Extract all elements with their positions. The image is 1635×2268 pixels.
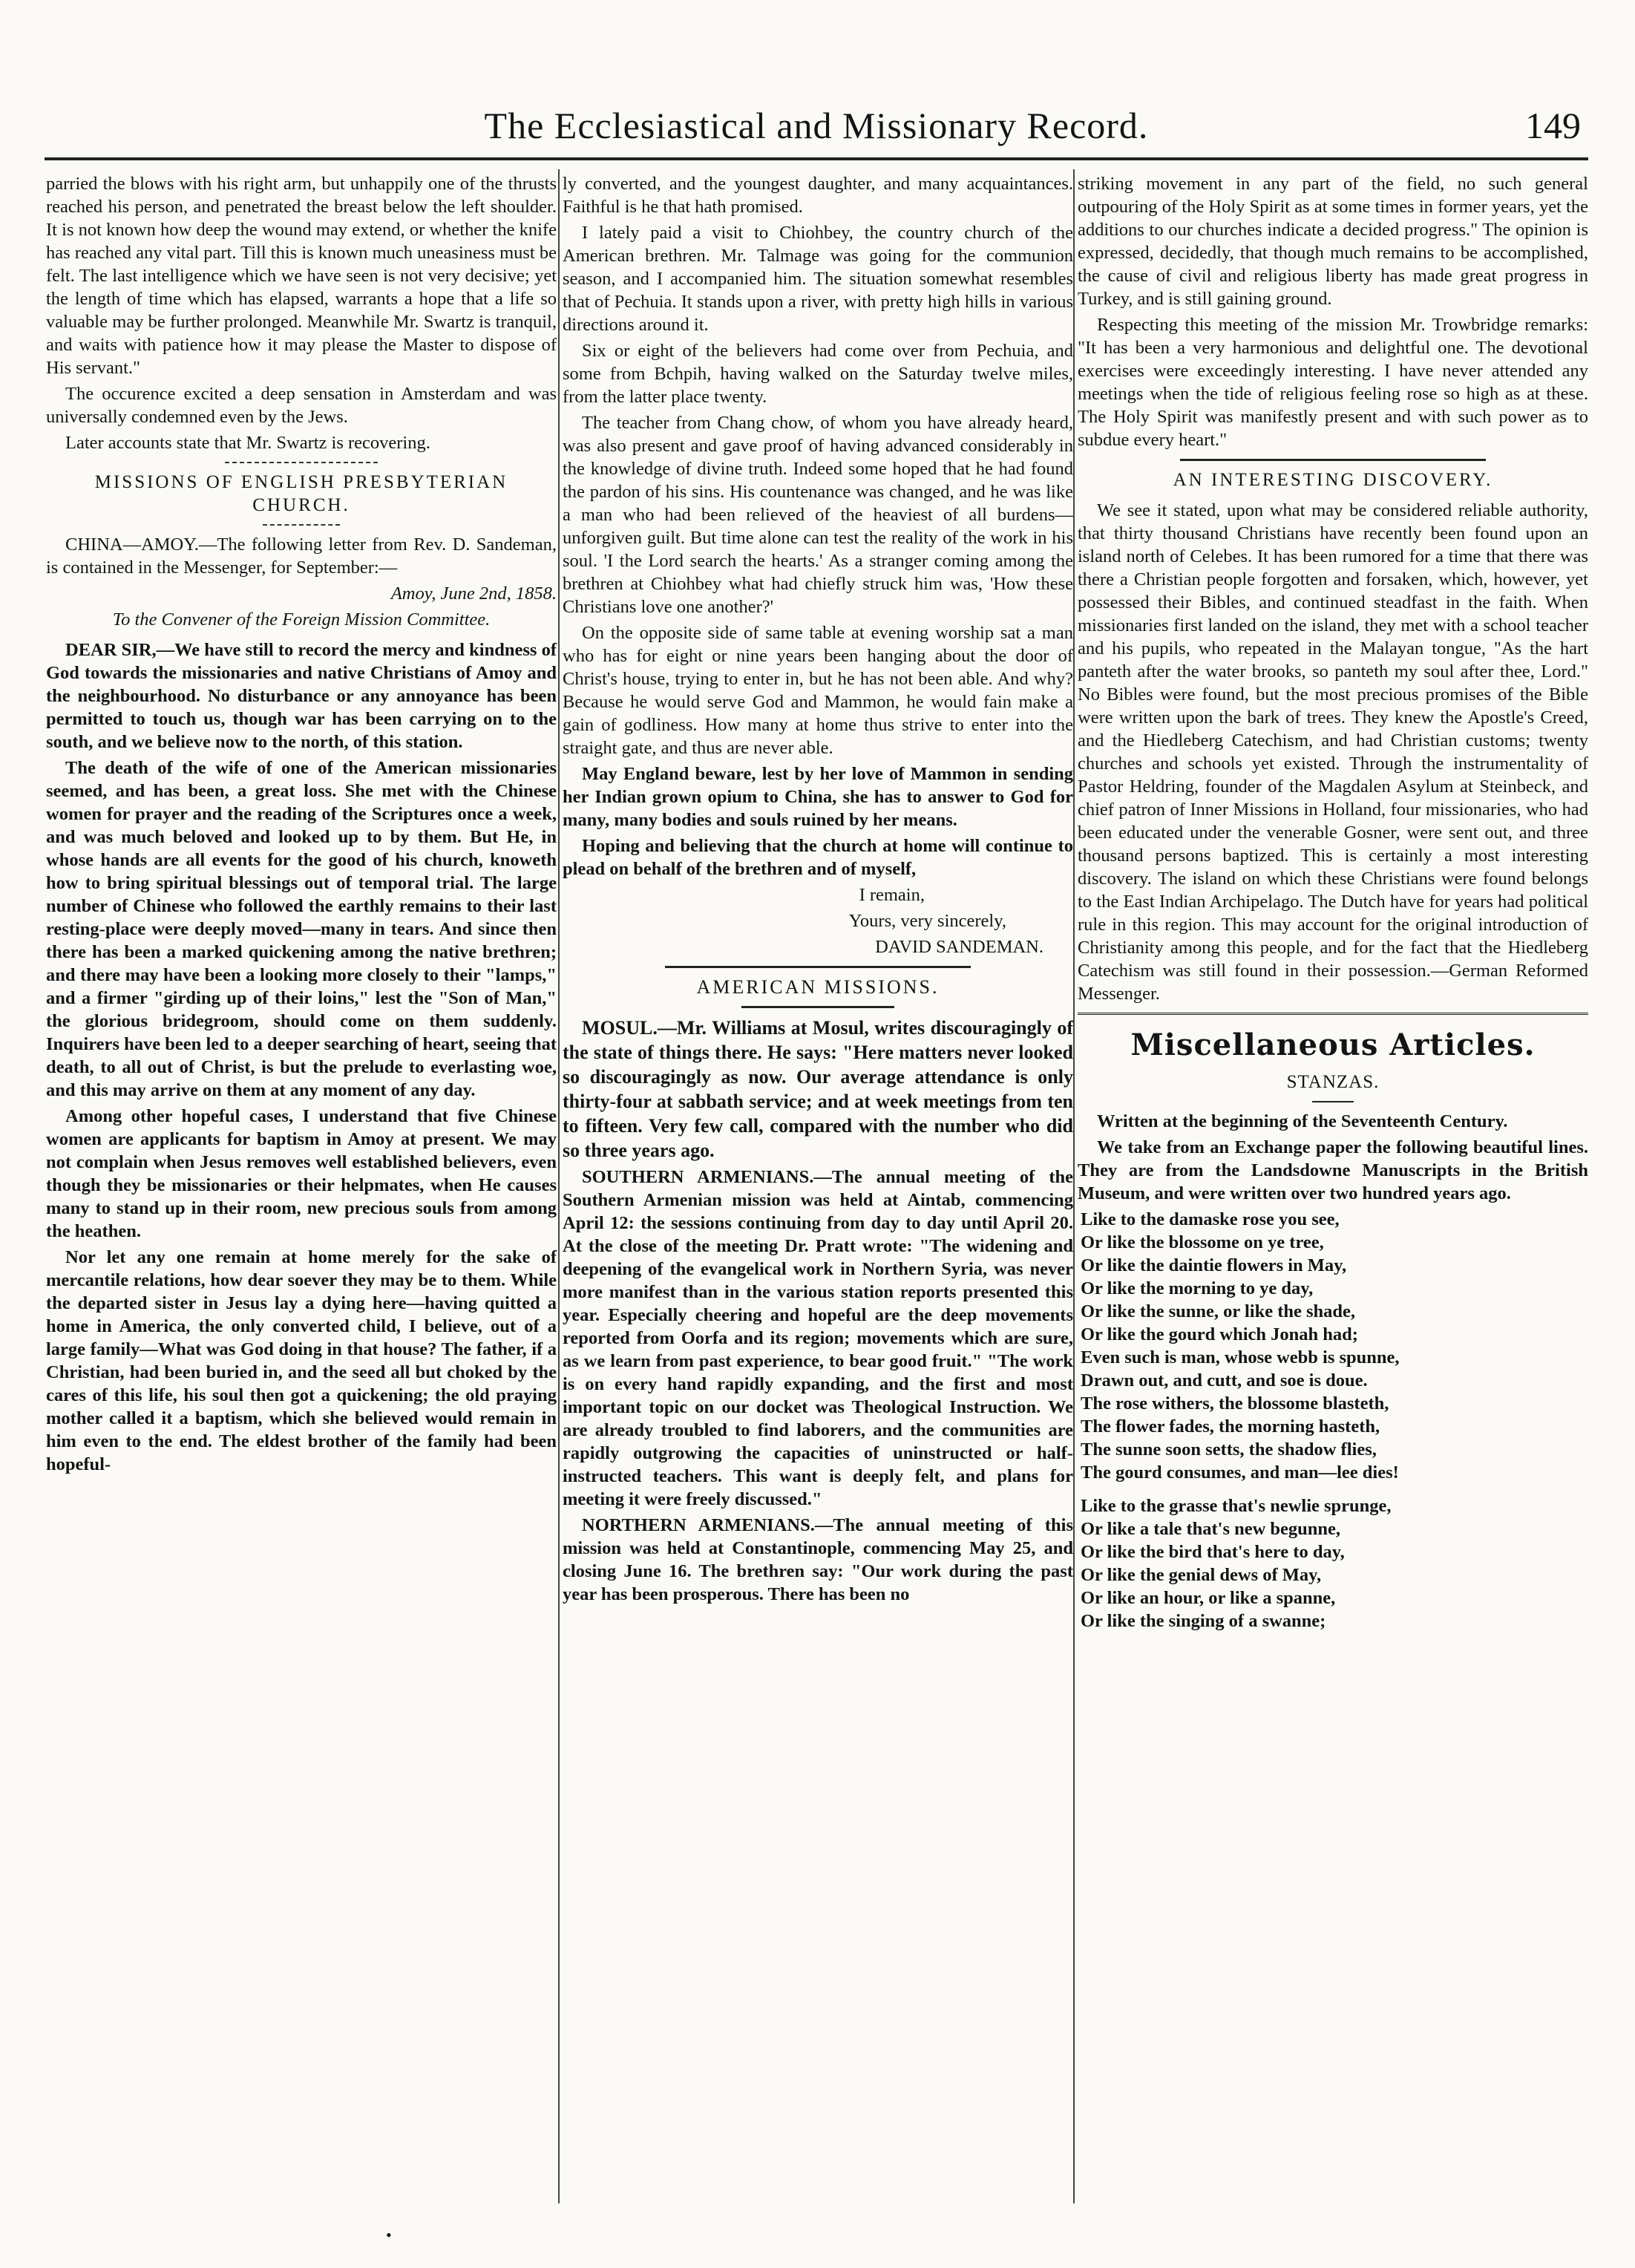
poem-line: The sunne soon setts, the shadow flies,	[1081, 1439, 1377, 1460]
divider	[1180, 459, 1487, 461]
poem-line: Like to the damaske rose you see,	[1081, 1209, 1340, 1229]
poem-title: STANZAS.	[1286, 1072, 1380, 1092]
stanza-2	[1078, 1494, 1588, 1633]
poem-line: Even such is man, whose webb is spunne,	[1081, 1347, 1400, 1367]
poem-line: Or like the daintie flowers in May,	[1081, 1255, 1347, 1275]
divider	[225, 462, 378, 463]
poem-line: Or like an hour, or like a spanne,	[1081, 1588, 1336, 1608]
paragraph: Later accounts state that Mr. Swartz is recovering.	[65, 433, 430, 453]
poem-line: Drawn out, and cutt, and soe is doue.	[1081, 1370, 1368, 1390]
paragraph: parried the blows with his right arm, but unhappily one of the thrusts reached his person, and penetrated the breast below the left shoulder. It is not known how deep the wound may extend, or whether the knife has reached any vital part. Till this is known much uneasiness must be felt. The last intelligence which we have seen is not very decisive; yet the length of time which has elapsed, warrants a hope that a life so valuable may be further prolonged. Meanwhile Mr. Swartz is tranquil, and waits with patience how it may please the Master to dispose of His servant."	[46, 174, 557, 378]
paragraph: Hoping and believing that the church at home will continue to plead on behalf of the brethren and of myself,	[563, 836, 1073, 879]
poem-line: Or like the bird that's here to day,	[1081, 1542, 1345, 1562]
poem-line: Or like the gourd which Jonah had;	[1081, 1324, 1358, 1344]
miscellaneous-heading: Miscellaneous Articles.	[1130, 1027, 1536, 1062]
paragraph: Six or eight of the believers had come over from Pechuia, and some from Bchpih, having walked on the Saturday twelve miles, from the latter place twenty.	[563, 341, 1073, 407]
poem-line: The gourd consumes, and man—lee dies!	[1081, 1463, 1399, 1483]
page-number: 149	[1525, 105, 1581, 146]
paragraph: NORTHERN ARMENIANS.—The annual meeting of this mission was held at Constantinople, commencing May 25, and closing June 16. The brethren say: "Our work during the past year has been prosperous. There has been no	[563, 1515, 1073, 1604]
paragraph: We take from an Exchange paper the following beautiful lines. They are from the Landsdowne Manuscripts in the British Museum, and were written over two hundred years ago.	[1078, 1137, 1588, 1203]
poem-line: The rose withers, the blossome blasteth,	[1081, 1393, 1389, 1414]
poem-line: Or like a tale that's new begunne,	[1081, 1519, 1341, 1539]
paragraph: On the opposite side of same table at evening worship sat a man who has for eight or nine years been hanging about the door of Christ's house, trying to enter in, but he has not been able. And why? Because he would serve God and Mammon, he would fain make a gain of godliness. How many at home thus strive to enter into the straight gate, and thus are never able.	[563, 623, 1073, 758]
paragraph: The death of the wife of one of the American missionaries seemed, and has been, a great loss. She met with the Chinese women for prayer and the reading of the Scriptures once a week, and was much beloved and looked up to by them. But He, in whose hands are all events for the good of his church, knoweth how to bring spiritual blessings out of temporal trial. The large number of Chinese who followed the earthly remains to their last resting-place were deeply moved—many in tears. And since then there has been a marked quickening among the native brethren; and there may have been a looking more closely to their "lamps," and a firmer "girding up of their loins," lest the "Son of Man," the glorious bridegroom, should come on them suddenly. Inquirers have been led to a deeper searching of heart, seeing that death, to all out of Christ, is but the prelude to everlasting woe, and this may arrive on them at any moment of any day.	[46, 758, 557, 1100]
paragraph: The teacher from Chang chow, of whom you have already heard, was also present and gave proof of having advanced considerably in the knowledge of divine truth. Indeed some hoped that he had found the pardon of his sins. His countenance was changed, and he was like a man who had been relieved of the heaviest of all burdens—unforgiven guilt. But time alone can test the reality of the work in his soul. 'I the Lord search the hearts.' As a stranger coming among the brethren at Chiohbey what had chiefly struck him was, 'How these Christians love one another?'	[563, 413, 1073, 617]
paragraph: Written at the beginning of the Seventeenth Century.	[1097, 1111, 1508, 1131]
stanza-1	[1078, 1208, 1588, 1484]
paragraph: SOUTHERN ARMENIANS.—The annual meeting of the Southern Armenian mission was held at Aintab, commencing April 12: the sessions continuing from day to day until April 20. At the close of the meeting Dr. Pratt wrote: "The widening and deepening of the evangelical work in Northern Syria, was never more manifest than in the various station reports presented this year. Especially cheering and hopeful are the deep movements reported from Oorfa and its region; movements which are sure, as we learn from past experience, to bear good fruit." "The work is on every hand rapidly expanding, and the first and most important topic on our docket was Theological Instruction. We are already troubled to find laborers, and the communities are rapidly outgrowing the capacities of uninstructed or half-instructed teachers. This want is deeply felt, and plans for meeting it were freely discussed."	[563, 1167, 1073, 1509]
page-header	[45, 104, 1588, 156]
paragraph: The occurence excited a deep sensation in Amsterdam and was universally condemned even by the Jews.	[46, 384, 557, 427]
paragraph: DEAR SIR,—We have still to record the mercy and kindness of God towards the missionaries and native Christians of Amoy and the neighbourhood. No disturbance or any annoyance has been permitted to touch us, though war has been carrying on to the south, and we believe now to the north, of this station.	[46, 640, 557, 752]
column-rule-2	[1073, 169, 1075, 2203]
signature: DAVID SANDEMAN.	[875, 937, 1043, 957]
divider	[263, 524, 339, 526]
closing: I remain,	[859, 885, 925, 905]
divider	[1078, 1013, 1588, 1017]
paragraph: I lately paid a visit to Chiohbey, the country church of the American brethren. Mr. Talmage was going for the communion season, and I accompanied him. The situation somewhat resembles that of Pechuia. It stands upon a river, with pretty high hills in various directions around it.	[563, 223, 1073, 335]
running-title: The Ecclesiastical and Missionary Record.	[484, 105, 1149, 146]
paragraph: May England beware, lest by her love of Mammon in sending her Indian grown opium to China, she has to answer to God for many, many bodies and souls ruined by her means.	[563, 764, 1073, 830]
paragraph: striking movement in any part of the field, no such general outpouring of the Holy Spirit as at some times in former years, yet the additions to our churches indicate a decided progress." The opinion is expressed, decidedly, that though much remains to be accomplished, the cause of civil and religious liberty has made great progress in Turkey, and is still gaining ground.	[1078, 174, 1588, 309]
paragraph: Nor let any one remain at home merely for the sake of mercantile relations, how dear soever they may be to them. While the departed sister in Jesus lay a dying here—having quitted a home in America, the only converted child, I believe, out of a large family—What was God doing in that house? The father, if a Christian, had been buried in, and the seed all but choked by the cares of this life, his soul then got a quickening; the old praying mother called it a baptism, which she believed would remain in him even to the end. The eldest brother of the family had been hopeful-	[46, 1247, 557, 1474]
dateline: Amoy, June 2nd, 1858.	[390, 584, 557, 604]
poem-line: Or like the genial dews of May,	[1081, 1565, 1322, 1585]
section-heading: AN INTERESTING DISCOVERY.	[1173, 470, 1493, 490]
paragraph: We see it stated, upon what may be considered reliable authority, that thirty thousand Christians have recently been found upon an island north of Celebes. It has been rumored for a time that there was there a Christian people forgotten and forsaken, which, however, yet possessed their Bibles, and continued steadfast in the faith. When missionaries first landed on the island, they met with a school teacher and his pupils, who repeated in the Malayan tongue, "As the hart panteth after the water brooks, so panteth my soul after thee, Lord." No Bibles were found, but the most precious promises of the Bible were written upon the bark of trees. They knew the Apostle's Creed, and the Hiedleberg Catechism, and had Christian customs; twenty churches and schools yet existed. Through the instrumentality of Pastor Heldring, founder of the Magdalen Asylum at Steinbeck, and chief patron of Inner Missions in Holland, four missionaries, who had been educated under the venerable Gosner, were sent out, and three thousand persons baptized. This is certainly a most interesting discovery. The island on which these Christians were found belongs to the East Indian Archipelago. The Dutch have for years had political rule in this region. This may account for the original introduction of Christianity among this people, and for the fact that the Hiedleberg Catechism was still found in their possession.—German Reformed Messenger.	[1078, 500, 1588, 1004]
paragraph: Respecting this meeting of the mission Mr. Trowbridge remarks: "It has been a very harmonious and delightful one. The devotional exercises were exceedingly interesting. I have never attended any meetings when the tide of religious feeling rose so high as at these. The Holy Spirit was manifestly present and with such power as to subdue every heart."	[1078, 315, 1588, 450]
paragraph: MOSUL.—Mr. Williams at Mosul, writes discouragingly of the state of things there. He says: "Here matters never looked so discouragingly as now. Our average attendance is only thirty-four at sabbath service; and at week meetings from ten to fifteen. Very few call, compared with the number who did so three years ago.	[563, 1017, 1073, 1161]
poem-line: The flower fades, the morning hasteth,	[1081, 1416, 1380, 1437]
paragraph: Among other hopeful cases, I understand that five Chinese women are applicants for baptism in Amoy at present. We may not complain when Jesus removes well established believers, even though they be missionaries or their helpmates, when He causes many to stand up in their room, new precious souls from among the heathen.	[46, 1106, 557, 1241]
divider	[741, 1006, 894, 1008]
column-3	[1078, 172, 1588, 2214]
column-1	[46, 172, 557, 2214]
header-rule	[45, 157, 1588, 160]
poem-line: Or like the morning to ye day,	[1081, 1278, 1314, 1298]
footer-mark: •	[386, 2226, 392, 2244]
column-rule-1	[558, 169, 560, 2203]
divider	[1312, 1101, 1353, 1102]
column-2	[563, 172, 1073, 2214]
poem-line: Like to the grasse that's newlie sprunge,	[1081, 1496, 1392, 1516]
poem-line: Or like the sunne, or like the shade,	[1081, 1301, 1356, 1321]
poem-line: Or like the singing of a swanne;	[1081, 1611, 1326, 1631]
paragraph: CHINA—AMOY.—The following letter from Rev. D. Sandeman, is contained in the Messenger, for September:—	[46, 535, 557, 578]
section-heading: MISSIONS OF ENGLISH PRESBYTERIAN CHURCH.	[94, 472, 508, 515]
section-heading: AMERICAN MISSIONS.	[696, 976, 940, 998]
paragraph: ly converted, and the youngest daughter, and many acquaintances. Faithful is he that hath promised.	[563, 174, 1073, 217]
divider	[665, 966, 972, 968]
poem-line: Or like the blossome on ye tree,	[1081, 1232, 1324, 1252]
closing: Yours, very sincerely,	[848, 911, 1006, 931]
letter-address: To the Convener of the Foreign Mission Committee.	[112, 610, 491, 630]
